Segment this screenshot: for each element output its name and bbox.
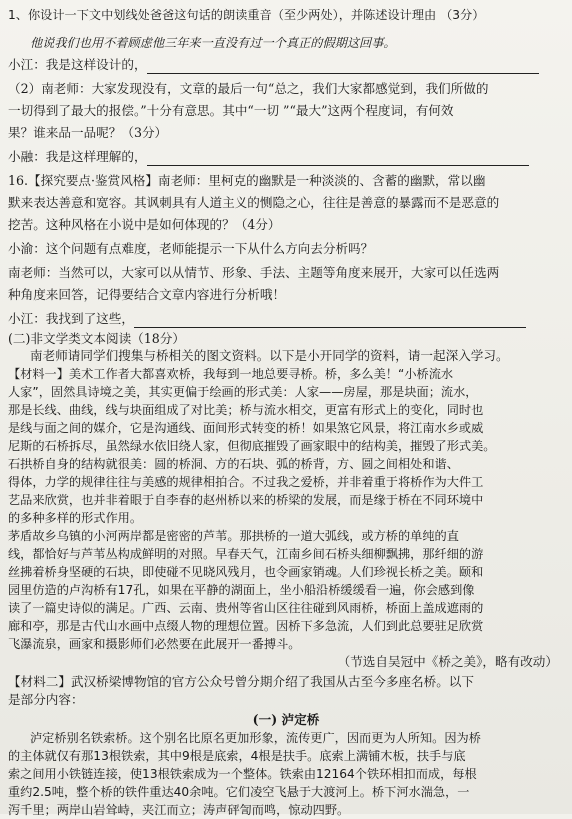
q16-nan-line1: 南老师：当然可以，大家可以从情节、形象、手法、主题等角度来展开，大家可以任选两 <box>8 265 500 280</box>
sub1-line: 索之间用小铁链连接，使13根铁索成为一个整体。铁索由12164个铁环相扣而成，每根 <box>8 767 477 781</box>
section2-heading: (二)非文学类文本阅读（18分） <box>8 331 185 346</box>
q16-line1: 16.【探究要点·鉴赏风格】南老师：里柯克的幽默是一种淡淡的、含蓄的幽默，常以幽 <box>8 173 486 188</box>
m1c-line: 读了一篇史诗似的满足。广西、云南、贵州等省山区往往碰到风雨桥，桥面上盖成遮雨的 <box>8 601 484 615</box>
q-part2-answer-blank[interactable] <box>147 151 529 166</box>
sub1-title: (一) 泸定桥 <box>252 712 320 727</box>
m1b-line: 的多种多样的形式作用。 <box>8 511 143 525</box>
q-part2-line1: （2）南老师：大家发现没有，文章的最后一句“总之，我们大家都感觉到，我们所做的 <box>8 81 489 96</box>
q15-quote: 他说我们也用不着顾虑他三年来一直没有过一个真正的假期这回事。 <box>30 36 396 50</box>
q16-answer-blank[interactable] <box>134 313 526 328</box>
q16-nan-line2: 种角度来回答，记得要结合文章内容进行分析哦！ <box>8 287 286 302</box>
m1b-line: 得体，力学的规律往往与美感的规律相拍合。不过我之爱桥，并非着重于将桥作为大件工 <box>8 475 484 489</box>
q-part2-line3: 果？谁来品一品呢？（3分） <box>8 125 168 140</box>
q-part2-line2: 一切得到了最大的报偿。”十分有意思。其中“一切 ”“最大”这两个程度词，有何效 <box>8 103 454 118</box>
q16-line3: 挖苦。这种风格在小说中是如何体现的？（4分） <box>8 217 281 232</box>
q16-line2: 默来表达善意和宽容。其讽刺具有人道主义的恻隐之心，往往是善意的暴露而不是恶意的 <box>8 195 500 210</box>
m1-line: 人家”，固然具诗境之美，其实更偏于绘画的形式美：人家——房屋，那是块面；流水， <box>8 385 478 399</box>
q15-task: 1、你设计一下文中划线处爸爸这句话的朗读重音（至少两处），并陈述设计理由 （3分） <box>8 8 485 22</box>
m1-line: 尼斯的石桥拆尽，虽然绿水依旧绕人家，但彻底摧毁了画家眼中的结构美，摧毁了形式美。 <box>8 439 496 453</box>
m1c-line: 园里仿造的卢沟桥有17孔，如果在平静的湖面上，坐小船沿桥缓缓看一遍，你会感到像 <box>8 583 475 597</box>
m1c-line: 飞瀑流泉，画家和摄影师们必然要在此展开一番搏斗。 <box>8 637 301 651</box>
m1-line: 那是长线、曲线，线与块面组成了对比美；桥与流水相交，更富有形式上的变化，同时也 <box>8 403 484 417</box>
section2-intro: 南老师请同学们搜集与桥相关的图文资料。以下是小开同学的资料，请一起深入学习。 <box>30 348 509 363</box>
q15-answer-blank[interactable] <box>147 59 539 74</box>
q15-answer-prefix: 小江：我是这样设计的， <box>8 57 147 72</box>
q16-answer-line <box>8 310 562 328</box>
q16-xiaoyu: 小渝：这个问题有点难度，老师能提示一下从什么方向去分析吗？ <box>8 241 374 256</box>
m1-line: 是线与面之间的媒介，它是沟通线、面间形式转变的桥！如果煞它风景，将江南水乡或威 <box>8 421 484 435</box>
m1-line: 【材料一】美术工作者大都喜欢桥，我每到一地总要寻桥。桥，多么美！“小桥流水 <box>8 367 454 381</box>
q15-answer-line <box>8 56 562 74</box>
m1c-line: 茅盾故乡乌镇的小河两岸都是密密的芦苇。那拱桥的一道大弧线，或方桥的单纯的直 <box>8 529 459 543</box>
q-part2-answer-prefix: 小融：我是这样理解的， <box>8 149 147 164</box>
m1c-line: 线，都恰好与芦苇丛构成鲜明的对照。早春天气，江南乡间石桥头细柳飘拂，那纤细的游 <box>8 547 484 561</box>
sub1-line: 的主体就仅有那13根铁索，其中9根是底索，4根是扶手。底索上满铺木板，扶手与底 <box>8 749 466 763</box>
m2-line: 【材料二】武汉桥梁博物馆的官方公众号曾分期介绍了我国从古至今多座名桥。以下 <box>8 674 474 689</box>
m1b-line: 石拱桥自身的结构就很美：圆的桥洞、方的石块、弧的桥背，方、圆之间相处和谐、 <box>8 457 459 471</box>
m1-source: （节选自吴冠中《桥之美》，略有改动） <box>337 654 558 669</box>
q-part2-answer-line <box>8 148 562 166</box>
m2-line: 是部分内容： <box>8 692 84 707</box>
q16-answer-prefix: 小江：我找到了这些， <box>8 311 134 326</box>
m1c-line: 丝拂着桥身坚硬的石块，即使碰不见晓风残月，也令画家销魂。人们珍视长桥之美。颐和 <box>8 565 484 579</box>
m1b-line: 艺品来欣赏，也并非着眼于自李春的赵州桥以来的桥梁的发展，而是缘于桥在不同环境中 <box>8 493 484 507</box>
sub1-line: 重约2.5吨，整个桥的铁件重达40余吨。它们凌空飞悬于大渡河上。桥下河水湍急，一 <box>8 785 470 799</box>
sub1-line: 泸定桥别名铁索桥。这个别名比原名更加形象，流传更广，因而更为人所知。因为桥 <box>30 731 481 745</box>
m1c-line: 廊和亭，那是古代山水画中点缀人物的理想位置。因桥下多急流，人们到此总要驻足欣赏 <box>8 619 484 633</box>
sub1-line: 泻千里；两岸山岩耸峙，夹江而立；涛声砰訇而鸣，惊动四野。 <box>8 803 350 817</box>
